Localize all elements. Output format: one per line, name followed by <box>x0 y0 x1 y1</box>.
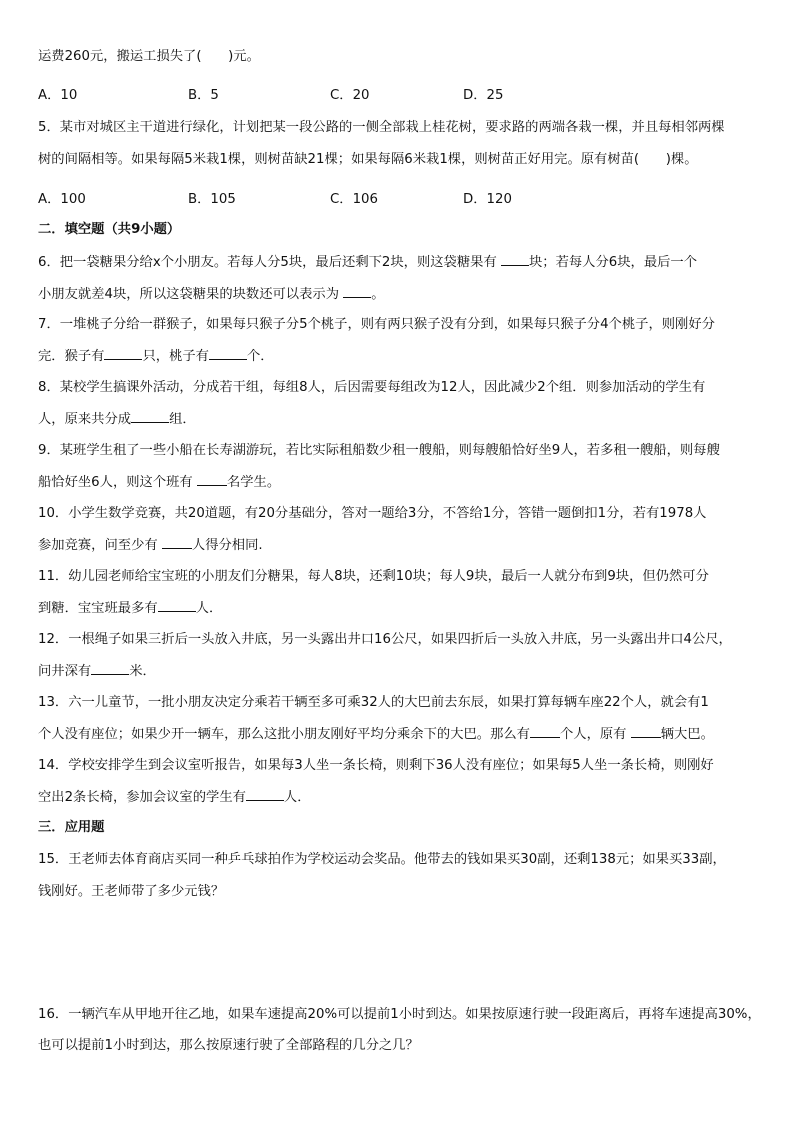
q13-text-b: 个人，原有 <box>559 727 627 742</box>
q5-line2: 树的间隔相等。如果每隔5米栽1棵，则树苗缺21棵；如果每隔6米栽1棵，则树苗正好用完。原有树苗( )棵。 <box>38 152 698 167</box>
q9-line1: 9．某班学生租了一些小船在长寿湖游玩，若比实际租船数少租一艘船，则每艘船恰好坐9人，若多租一艘船，则每艘 <box>38 443 720 458</box>
q7-text-c: 个． <box>246 349 274 364</box>
q10-text-b: 人得分相同. <box>191 538 263 553</box>
q5-line1: 5．某市对城区主干道进行绿化，计划把某一段公路的一侧全部栽上桂花树，要求路的两端各栽一棵，并且每相邻两棵 <box>38 120 725 135</box>
q10-line2 <box>38 534 263 557</box>
q7-blank-1 <box>104 345 142 360</box>
q11-text-a: 到糖．宝宝班最多有 <box>38 601 158 616</box>
q12-blank <box>91 660 129 675</box>
q11-blank <box>158 597 196 612</box>
q13-text-c: 辆大巴。 <box>660 727 714 742</box>
q7-blank-2 <box>209 345 247 360</box>
q8-text-a: 人，原来共分成 <box>38 412 132 427</box>
q12-text-a: 问井深有 <box>38 664 92 679</box>
q5-options <box>38 189 768 211</box>
q13-text-a: 个人没有座位；如果少开一辆车，那么这批小朋友刚好平均分乘余下的大巴。那么有 <box>38 727 530 742</box>
q7-line1: 7．一堆桃子分给一群猴子，如果每只猴子分5个桃子，则有两只猴子没有分到，如果每只猴子分4个桃子，则刚好分 <box>38 317 715 332</box>
q7-text-a: 完．猴子有 <box>38 349 105 364</box>
q12-text-b: 米． <box>129 664 156 679</box>
q6-line2 <box>38 283 385 306</box>
q4-option-c: C．20 <box>330 88 370 103</box>
q14-text-b: 人． <box>283 790 311 805</box>
q6-text-c: 小朋友就差4块，所以这袋糖果的块数还可以表示为 <box>38 287 339 302</box>
q10-text-a: 参加竞赛，问至少有 <box>38 538 158 553</box>
q9-text-b: 名学生。 <box>226 475 281 490</box>
q6-text-a: 6．把一袋糖果分给x个小朋友。若每人分5块，最后还剩下2块，则这袋糖果有 <box>38 255 497 270</box>
q5-option-b: B．105 <box>188 192 236 207</box>
q8-line2 <box>38 408 196 431</box>
q15-line2: 钱刚好。王老师带了多少元钱？ <box>38 884 225 899</box>
q6-line1 <box>38 251 697 274</box>
q7-line2 <box>38 345 274 368</box>
q14-line2 <box>38 786 311 809</box>
section-application-heading: 三．应用题 <box>38 820 105 835</box>
q4-option-b: B．5 <box>188 88 219 103</box>
q16-line1: 16．一辆汽车从甲地开往乙地，如果车速提高20%可以提前1小时到达。如果按原速行驶一段距离后，再将车速提高30%， <box>38 1007 761 1022</box>
q14-blank <box>246 786 284 801</box>
q6-blank-2 <box>343 283 371 298</box>
q13-line2 <box>38 723 714 746</box>
q4-option-d: D．25 <box>463 88 504 103</box>
q10-blank <box>162 534 192 549</box>
q9-line2 <box>38 471 280 494</box>
q9-blank <box>197 471 227 486</box>
q7-text-b: 只，桃子有 <box>142 349 209 364</box>
q12-line2 <box>38 660 156 683</box>
q4-tail: 运费260元，搬运工损失了( )元。 <box>38 49 260 64</box>
q5-option-d: D．120 <box>463 192 512 207</box>
q11-line2 <box>38 597 222 620</box>
q6-blank-1 <box>501 251 529 266</box>
q9-text-a: 船恰好坐6人，则这个班有 <box>38 475 193 490</box>
q6-text-b: 块；若每人分6块，最后一个 <box>528 255 698 270</box>
q14-line1: 14．学校安排学生到会议室听报告，如果每3人坐一条长椅，则剩下36人没有座位；如果每5人坐一条长椅，则刚好 <box>38 758 714 773</box>
q13-blank-2 <box>631 723 661 738</box>
q8-text-b: 组． <box>169 412 196 427</box>
q4-option-a: A．10 <box>38 88 78 103</box>
q4-options <box>38 85 768 107</box>
q14-text-a: 空出2条长椅，参加会议室的学生有 <box>38 790 246 805</box>
q11-line1: 11．幼儿园老师给宝宝班的小朋友们分糖果，每人8块，还剩10块；每人9块，最后一人就分布到9块，但仍然可分 <box>38 569 709 584</box>
q8-line1: 8．某校学生搞课外活动，分成若干组，每组8人，后因需要每组改为12人，因此减少2个组．则参加活动的学生有 <box>38 380 706 395</box>
q13-line1: 13．六一儿童节，一批小朋友决定分乘若干辆至多可乘32人的大巴前去东辰，如果打算每辆车座22个人，就会有1 <box>38 695 709 710</box>
q8-blank <box>131 408 169 423</box>
q5-option-a: A．100 <box>38 192 86 207</box>
q5-option-c: C．106 <box>330 192 378 207</box>
q10-line1: 10．小学生数学竞赛，共20道题，有20分基础分，答对一题给3分，不答给1分，答错一题倒扣1分，若有1978人 <box>38 506 707 521</box>
q6-text-d: 。 <box>371 287 385 302</box>
q12-line1: 12．一根绳子如果三折后一头放入井底，另一头露出井口16公尺，如果四折后一头放入井底，另一头露出井口4公尺， <box>38 632 732 647</box>
q16-line2: 也可以提前1小时到达，那么按原速行驶了全部路程的几分之几？ <box>38 1038 419 1053</box>
section-fill-in-heading: 二．填空题（共9小题） <box>38 222 181 237</box>
q11-text-b: 人． <box>195 601 223 616</box>
q13-blank-1 <box>530 723 560 738</box>
q15-line1: 15．王老师去体育商店买同一种乒乓球拍作为学校运动会奖品。他带去的钱如果买30副，还剩138元；如果买33副， <box>38 852 726 867</box>
